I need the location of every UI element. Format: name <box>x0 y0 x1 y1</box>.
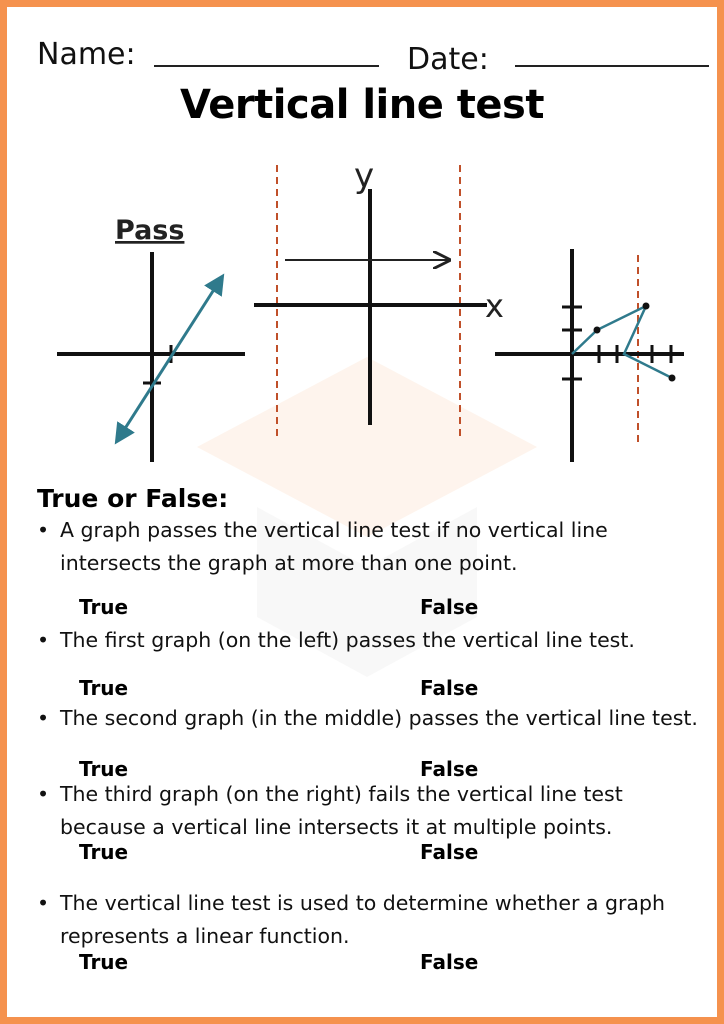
y-axis-label: y <box>354 157 375 196</box>
false-option-2[interactable]: False <box>420 676 479 700</box>
middle-graph <box>254 157 504 437</box>
right-relation-path <box>572 306 672 378</box>
false-option-3[interactable]: False <box>420 757 479 781</box>
bullet: • <box>37 706 50 730</box>
question-text: The second graph (in the middle) passes the vertical line test. <box>60 706 698 730</box>
date-label: Date: <box>407 42 489 77</box>
question-text: The third graph (on the right) fails the vertical line test because a vertical line intersects it at multiple points. <box>60 782 623 839</box>
page-title: Vertical line test <box>180 82 544 128</box>
right-point-1 <box>594 327 601 334</box>
bullet: • <box>37 628 50 652</box>
question-4 <box>37 778 707 844</box>
false-option-1[interactable]: False <box>420 595 479 619</box>
right-point-2 <box>643 303 650 310</box>
true-option-3[interactable]: True <box>79 757 129 781</box>
section-heading: True or False: <box>37 484 229 513</box>
false-option-4[interactable]: False <box>420 840 479 864</box>
right-graph <box>495 249 684 462</box>
left-graph <box>57 215 245 462</box>
pass-label: Pass <box>115 215 185 246</box>
true-option-5[interactable]: True <box>79 950 129 974</box>
bullet: • <box>37 782 50 806</box>
date-line[interactable] <box>515 65 709 67</box>
true-option-4[interactable]: True <box>79 840 129 864</box>
x-axis-label: x <box>485 287 504 325</box>
question-3 <box>37 702 707 735</box>
question-2 <box>37 624 707 657</box>
true-option-1[interactable]: True <box>79 595 129 619</box>
question-5 <box>37 887 707 953</box>
question-text: The vertical line test is used to determine whether a graph represents a linear function. <box>60 891 665 948</box>
name-line[interactable] <box>154 65 379 67</box>
right-point-3 <box>669 375 676 382</box>
bullet: • <box>37 891 50 915</box>
graphs-figure <box>7 157 724 472</box>
name-label: Name: <box>37 37 136 72</box>
false-option-5[interactable]: False <box>420 950 479 974</box>
true-option-2[interactable]: True <box>79 676 129 700</box>
bullet: • <box>37 518 50 542</box>
question-text: The first graph (on the left) passes the vertical line test. <box>60 628 635 652</box>
question-1 <box>37 514 707 580</box>
left-linear-line <box>117 277 222 441</box>
question-text: A graph passes the vertical line test if no vertical line intersects the graph at more than one point. <box>60 518 608 575</box>
